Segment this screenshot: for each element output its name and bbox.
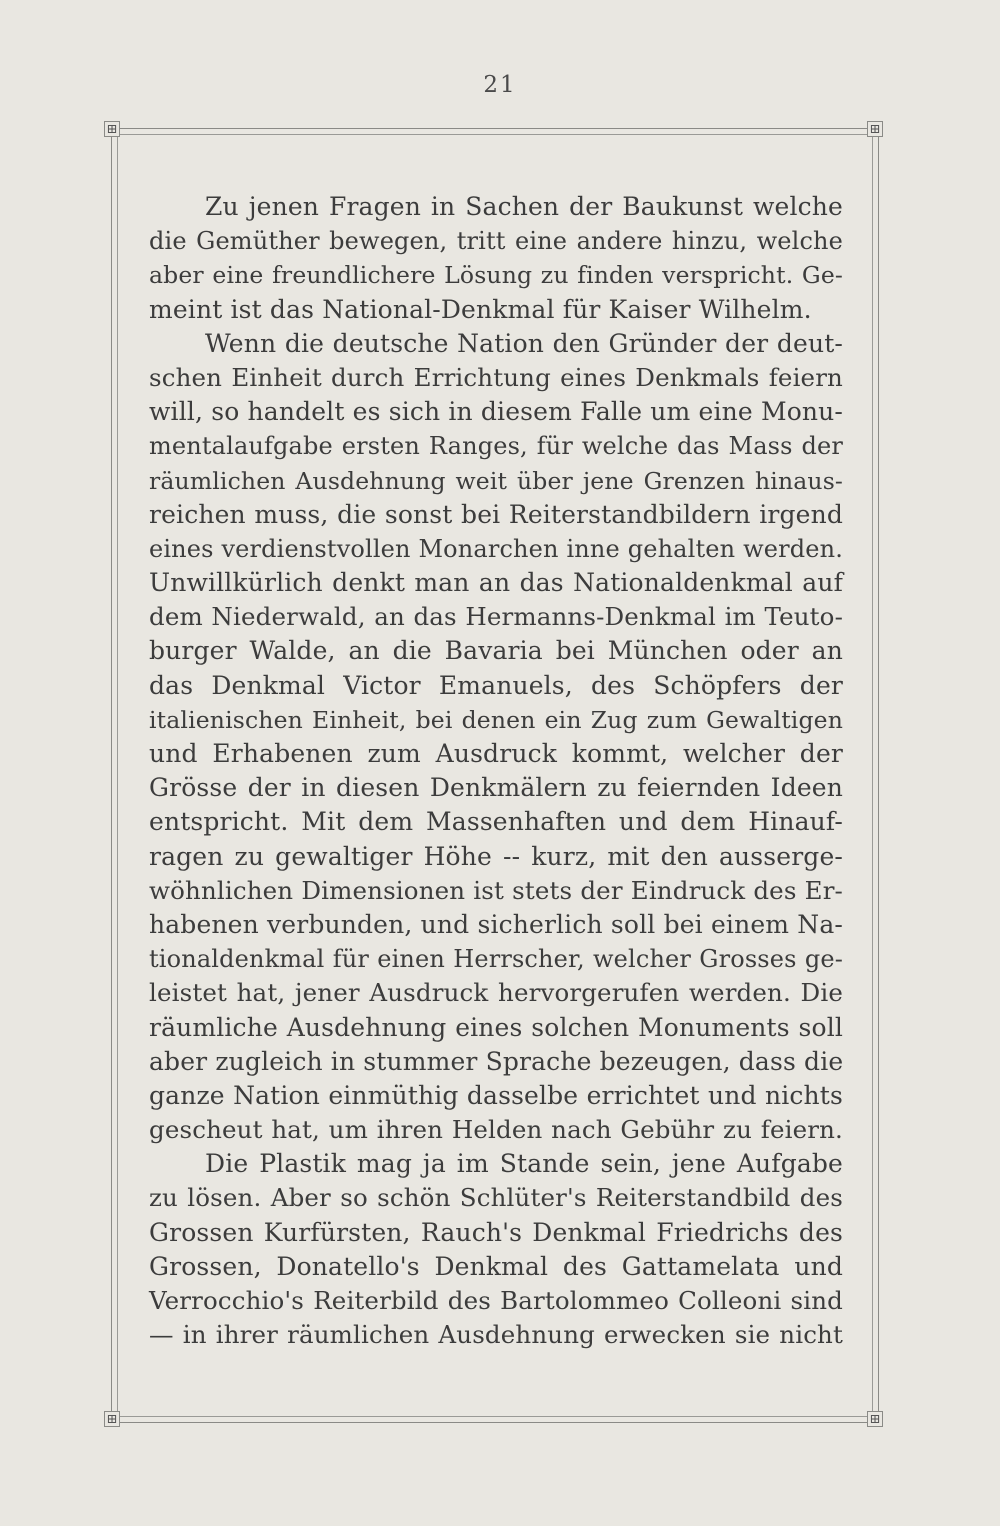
text-line: will, so handelt es sich in diesem Falle um eine Monu- [149,397,843,427]
text-line: Grossen Kurfürsten, Rauch's Denkmal Friedrichs des [149,1217,843,1247]
text-line: ganze Nation einmüthig dasselbe errichtet und nichts [149,1080,843,1110]
text-line: aber eine freundlichere Lösung zu finden verspricht. Ge- [149,261,843,290]
text-line: eines verdienstvollen Monarchen inne gehalten werden. [149,534,843,563]
text-line: meint ist das National-Denkmal für Kaiser Wilhelm. [149,294,812,324]
text-line: das Denkmal Victor Emanuels, des Schöpfers der [149,670,843,700]
text-line: räumliche Ausdehnung eines solchen Monuments soll [149,1012,843,1042]
corner-ornament-icon: ⊞ [867,121,883,137]
corner-ornament-icon: ⊞ [104,1411,120,1427]
text-line: tionaldenkmal für einen Herrscher, welcher Grosses ge- [149,945,843,974]
text-line: Die Plastik mag ja im Stande sein, jene Aufgabe [205,1149,843,1179]
corner-ornament-icon: ⊞ [104,121,120,137]
text-line: entspricht. Mit dem Massenhaften und dem Hinauf- [149,807,843,837]
text-line: zu lösen. Aber so schön Schlüter's Reiterstandbild des [149,1183,843,1213]
text-line: Grösse der in diesen Denkmälern zu feiernden Ideen [149,773,843,803]
text-line: Unwillkürlich denkt man an das Nationaldenkmal auf [149,568,843,598]
corner-ornament-icon: ⊞ [867,1411,883,1427]
text-line: Zu jenen Fragen in Sachen der Baukunst welche [205,192,843,221]
body-text [149,190,843,1352]
text-line: räumlichen Ausdehnung weit über jene Grenzen hinaus- [149,466,843,495]
text-line: burger Walde, an die Bavaria bei München oder an [149,636,843,666]
text-line: und Erhabenen zum Ausdruck kommt, welcher der [149,739,843,768]
text-line: — in ihrer räumlichen Ausdehnung erwecken sie nicht [149,1320,843,1350]
text-line: habenen verbunden, und sicherlich soll bei einem Na- [149,909,843,939]
text-line: gescheut hat, um ihren Helden nach Gebühr zu feiern. [149,1115,843,1145]
text-line: dem Niederwald, an das Hermanns-Denkmal im Teuto- [149,602,843,632]
text-line: wöhnlichen Dimensionen ist stets der Eindruck des Er- [149,875,843,905]
text-line: reichen muss, die sonst bei Reiterstandbildern irgend [149,499,843,529]
text-line: ragen zu gewaltiger Höhe -- kurz, mit den ausserge- [149,841,843,871]
text-line: italienischen Einheit, bei denen ein Zug zum Gewaltigen [149,705,843,734]
text-line: Wenn die deutsche Nation den Gründer der deut- [205,328,843,358]
page-number: 21 [483,72,517,98]
text-line: Grossen, Donatello's Denkmal des Gattamelata und [149,1251,843,1281]
text-line: Verrocchio's Reiterbild des Bartolommeo Colleoni sind [149,1286,843,1315]
text-line: leistet hat, jener Ausdruck hervorgerufen werden. Die [149,978,843,1008]
text-line: aber zugleich in stummer Sprache bezeugen, dass die [149,1046,844,1076]
text-line: mentalaufgabe ersten Ranges, für welche das Mass der [149,432,843,461]
text-line: schen Einheit durch Errichtung eines Denkmals feiern [149,362,843,392]
text-line: die Gemüther bewegen, tritt eine andere hinzu, welche [149,227,843,256]
